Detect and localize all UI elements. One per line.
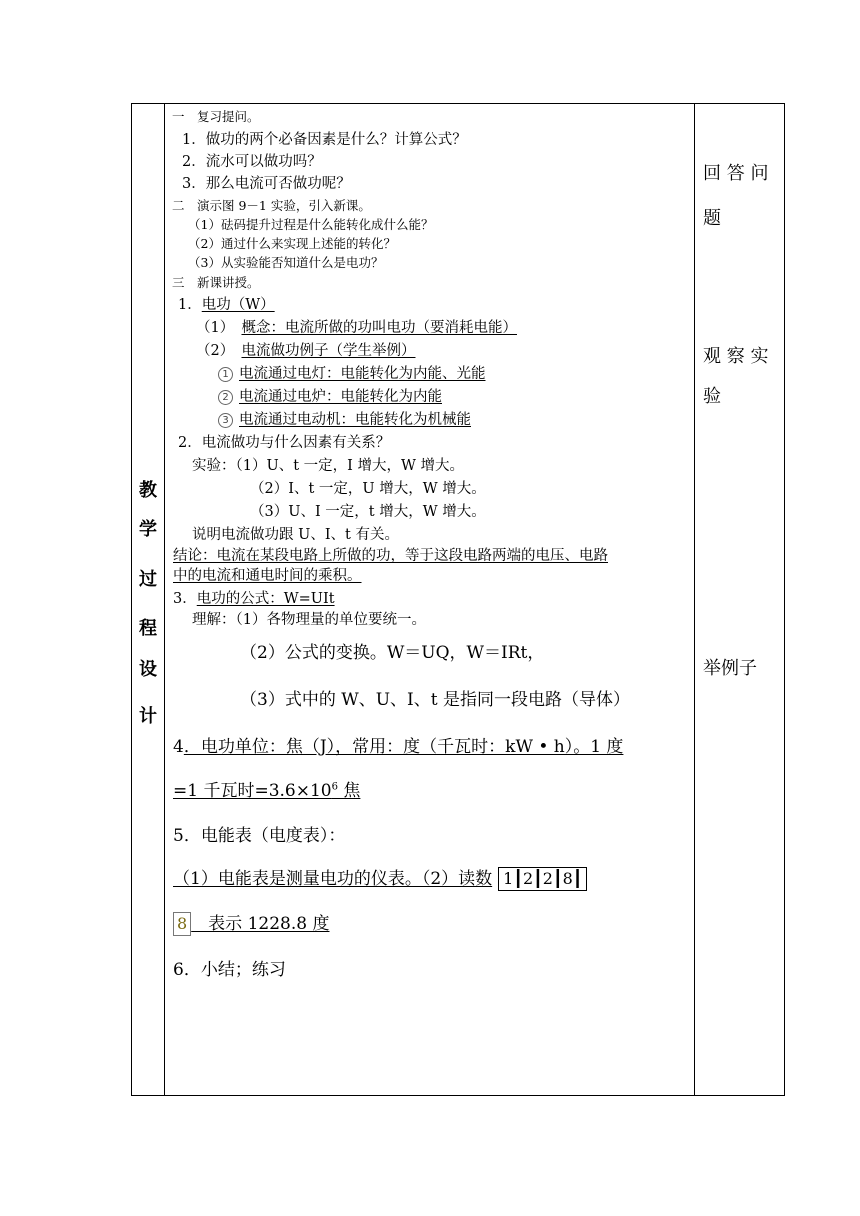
understanding-line: （3）式中的 W、U、I、t 是指同一段电路（导体） xyxy=(240,690,630,710)
lesson-table xyxy=(131,103,785,1096)
section-1-title: 1．电功（W） xyxy=(178,297,275,313)
section-1-point: （2） 电流做功例子（学生举例） xyxy=(196,343,416,359)
understanding-line: 理解：（1）各物理量的单位要统一。 xyxy=(192,612,426,628)
section-6-title: 6．小结；练习 xyxy=(173,960,286,980)
section-4-unit: 4．电功单位：焦（J），常用：度（千瓦时：kW • h）。1 度 xyxy=(173,737,624,757)
demo-question: （3）从实验能否知道什么是电功？ xyxy=(188,255,384,270)
section-label-char: 过 xyxy=(139,569,157,590)
section-label-char: 学 xyxy=(139,519,157,540)
meter-reading-explanation: 8 表示 1228.8 度 xyxy=(173,912,329,936)
activity-note: 题 xyxy=(703,208,721,229)
section-4-unit-conversion: =1 千瓦时$=3.6\times 10^6$ 焦 xyxy=(173,781,361,801)
section-5-title: 5．电能表（电度表）： xyxy=(173,826,346,846)
example-item: 3 电流通过电动机：电能转化为机械能 xyxy=(218,411,471,429)
meter-decimal-digit: 8 xyxy=(173,912,191,936)
review-heading: 一 复习提问。 xyxy=(172,109,260,124)
experiment-line: （3）U、I 一定，t 增大，W 增大。 xyxy=(250,504,486,520)
review-question: 3．那么电流可否做功呢？ xyxy=(182,176,351,192)
section-label-char: 程 xyxy=(139,618,157,639)
teaching-process-content xyxy=(164,104,694,1095)
experiment-line: 实验：（1）U、t 一定，I 增大，W 增大。 xyxy=(192,458,464,474)
demo-heading: 二 演示图 9－1 实验，引入新课。 xyxy=(172,198,371,213)
understanding-line: （2）公式的变换。W＝UQ，W＝IRt， xyxy=(240,643,545,663)
experiment-line: （2）I、t 一定，U 增大，W 增大。 xyxy=(250,481,486,497)
example-item: 1 电流通过电灯：电能转化为内能、光能 xyxy=(218,365,486,383)
circled-number: 2 xyxy=(218,390,233,405)
section-label-char: 计 xyxy=(139,706,157,727)
activity-note: 验 xyxy=(703,386,721,407)
meter-reading-box: 1┃2┃2┃8┃ xyxy=(498,867,587,891)
activity-note: 观 察 实 xyxy=(703,346,769,367)
circled-number: 1 xyxy=(218,367,233,382)
student-activity-column xyxy=(694,104,786,1095)
section-label-char: 设 xyxy=(139,659,157,680)
section-2-title: 2．电流做功与什么因素有关系？ xyxy=(178,435,391,451)
section-1-point: （1） 概念：电流所做的功叫电功（要消耗电能） xyxy=(196,320,517,336)
section-3-title: 3．电功的公式：W=UIt xyxy=(173,591,335,607)
section-label-char: 教 xyxy=(139,480,157,501)
circled-number: 3 xyxy=(218,413,233,428)
explanation: 说明电流做功跟 U、I、t 有关。 xyxy=(192,527,399,543)
activity-note: 举例子 xyxy=(703,658,757,679)
conclusion: 中的电流和通电时间的乘积。 xyxy=(173,568,362,584)
example-item: 2 电流通过电炉：电能转化为内能 xyxy=(218,388,442,406)
demo-question: （1）砝码提升过程是什么能转化成什么能？ xyxy=(188,217,434,232)
lecture-heading: 三 新课讲授。 xyxy=(172,275,260,290)
activity-note: 回 答 问 xyxy=(703,163,769,184)
demo-question: （2）通过什么来实现上述能的转化？ xyxy=(188,236,396,251)
meter-description: （1）电能表是测量电功的仪表。（2）读数 1┃2┃2┃8┃ xyxy=(173,867,587,891)
review-question: 1．做功的两个必备因素是什么？计算公式？ xyxy=(182,132,467,148)
section-label-column xyxy=(132,104,164,1095)
conclusion: 结论：电流在某段电路上所做的功，等于这段电路两端的电压、电路 xyxy=(173,548,608,564)
review-question: 2．流水可以做功吗？ xyxy=(182,154,322,170)
